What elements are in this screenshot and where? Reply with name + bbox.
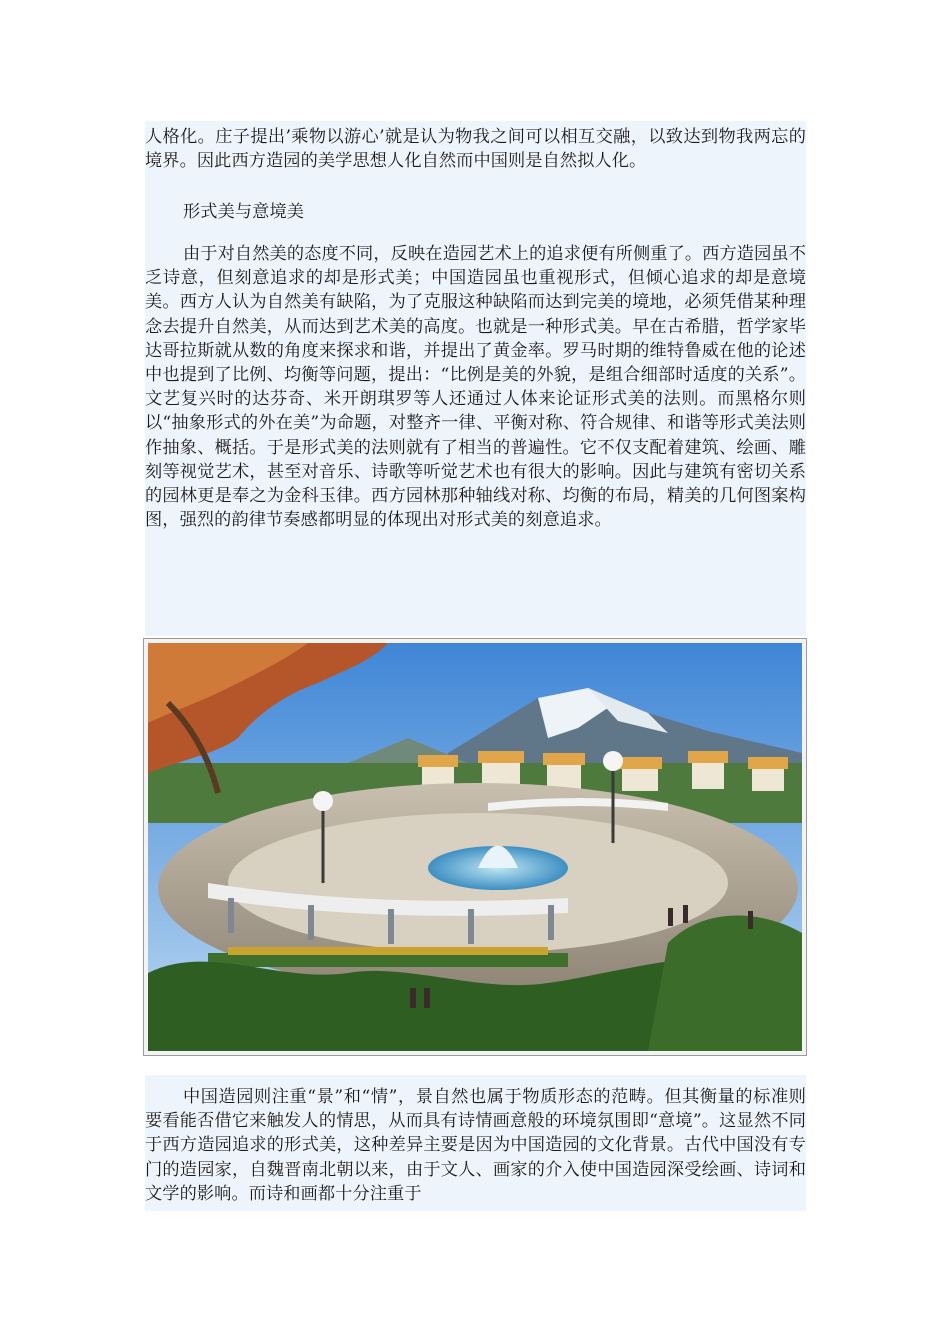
paragraph-artistic-conception: 中国造园则注重“景”和“情”，景自然也属于物质形态的范畴。但其衡量的标准则要看能否借它来触发人的情思，从而具有诗情画意般的环境氛围即“意境”。这显然不同于西方造园追求的形式美，这种差异主要是因为中国造园的文化背景。古代中国没有专门的造园家，自魏晋南北朝以来，由于文人、画家的介入使中国造园深受绘画、诗词和文学的影响。而诗和画都十分注重于	[145, 1087, 806, 1204]
text-block-heading	[145, 178, 806, 238]
paragraph-intro: 人格化。庄子提出’乘物以游心’就是认为物我之间可以相互交融，以致达到物我两忘的境界。因此西方造园的美学思想人化自然而中国则是自然拟人化。	[145, 127, 806, 172]
text-block-1	[145, 121, 806, 178]
garden-plaza-image	[143, 638, 807, 1056]
section-heading: 形式美与意境美	[183, 202, 305, 222]
text-block-2	[145, 238, 806, 636]
paragraph-form-beauty: 由于对自然美的态度不同，反映在造园艺术上的追求便有所侧重了。西方造园虽不乏诗意，但刻意追求的却是形式美；中国造园虽也重视形式，但倾心追求的却是意境美。西方人认为自然美有缺陷，为了克服这种缺陷而达到完美的境地，必须凭借某种理念去提升自然美，从而达到艺术美的高度。也就是一种形式美。早在古希腊，哲学家毕达哥拉斯就从数的角度来探求和谐，并提出了黄金率。罗马时期的维特鲁威在他的论述中也提到了比例、均衡等问题，提出：“比例是美的外貌，是组合细部时适度的关系”。文艺复兴时的达芬奇、米开朗琪罗等人还通过人体来论证形式美的法则。而黑格尔则以“抽象形式的外在美”为命题，对整齐一律、平衡对称、符合规律、和谐等形式美法则作抽象、概括。于是形式美的法则就有了相当的普遍性。它不仅支配着建筑、绘画、雕刻等视觉艺术，甚至对音乐、诗歌等听觉艺术也有很大的影响。因此与建筑有密切关系的园林更是奉之为金科玉律。西方园林那种轴线对称、均衡的布局，精美的几何图案构图，强烈的韵律节奏感都明显的体现出对形式美的刻意追求。	[145, 244, 806, 531]
garden-illustration	[148, 643, 802, 1051]
text-block-3	[145, 1075, 806, 1211]
